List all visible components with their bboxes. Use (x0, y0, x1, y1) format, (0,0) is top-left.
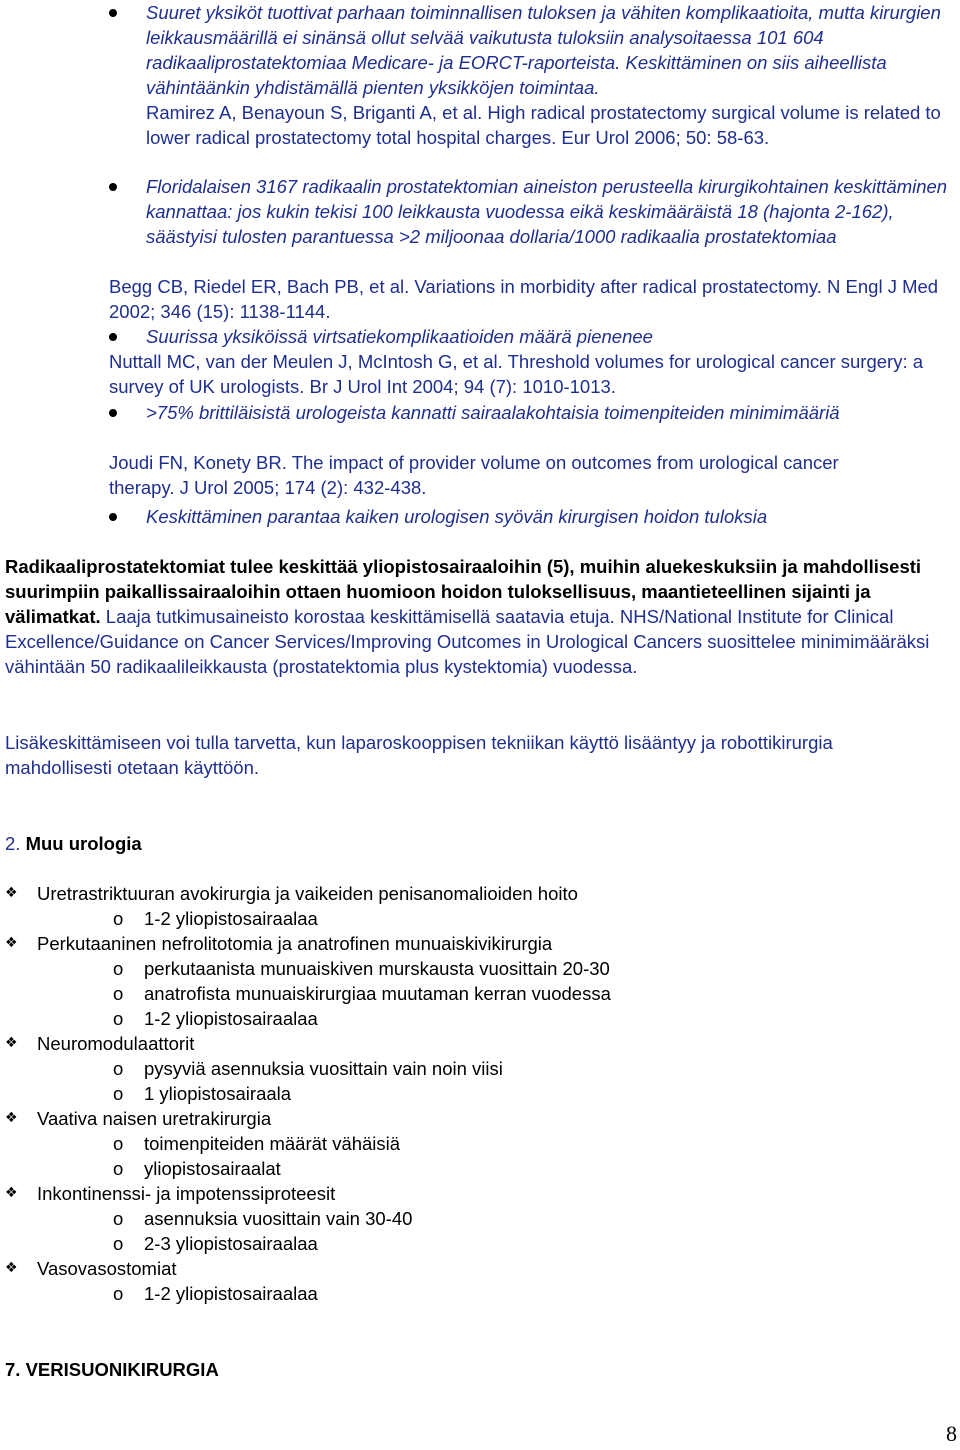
circle-bullet-icon: o (113, 908, 124, 929)
sub-list-item-text: yliopistosairaalat (144, 1158, 281, 1179)
bullet-3 (109, 324, 949, 349)
bullet-claim: Keskittäminen parantaa kaiken urologisen syövän kirurgisen hoidon tuloksia (146, 506, 768, 527)
circle-bullet-icon: o (113, 1158, 124, 1179)
circle-bullet-icon: o (113, 1233, 124, 1254)
list-item (5, 1106, 905, 1131)
list-item-label: Perkutaaninen nefrolitotomia ja anatrofinen munuaiskivikirurgia (37, 933, 553, 954)
diamond-bullet-icon: ❖ (5, 1035, 18, 1051)
additional-centralization-paragraph: Lisäkeskittämiseen voi tulla tarvetta, kun laparoskooppisen tekniikan käyttö lisääntyy ja robottikirurgia mahdollisesti otetaan käyttöön. (5, 732, 833, 778)
bullet-dot-icon (109, 513, 117, 521)
list-item (5, 1256, 905, 1281)
bullet-claim: Suurissa yksiköissä virtsatiekomplikaatioiden määrä pienenee (146, 326, 653, 347)
sub-list-item-text: 1 yliopistosairaala (144, 1083, 292, 1104)
recommendation-bold-text: Radikaaliprostatektomiat tulee keskittää yliopistosairaaloihin (5), muihin aluekeskuksiin ja mahdollisesti suurimpiin paikallissairaaloihin ottaen huomioon hoidon tuloksellisuus, maantieteellinen sijainti ja välimatkat. (5, 556, 922, 627)
sub-list-item-text: asennuksia vuosittain vain 30-40 (144, 1208, 413, 1229)
bullet-dot-icon (109, 9, 117, 17)
bullet-reference: Joudi FN, Konety BR. The impact of provider volume on outcomes from urological cancer therapy. J Urol 2005; 174 (2): 432-438. (109, 452, 839, 498)
diamond-bullet-icon: ❖ (5, 1185, 18, 1201)
diamond-bullet-icon: ❖ (5, 1260, 18, 1276)
circle-bullet-icon: o (113, 1133, 124, 1154)
list-item (5, 881, 905, 906)
section-7-heading: 7. VERISUONIKIRURGIA (5, 1359, 219, 1380)
bullet-reference: Ramirez A, Benayoun S, Briganti A, et al. High radical prostatectomy surgical volume is related to lower radical prostatectomy total hospital charges. Eur Urol 2006; 50: 58-63. (146, 102, 941, 148)
sub-list-item (113, 1206, 913, 1231)
sub-list-item (113, 1281, 913, 1306)
section-title: Muu urologia (25, 833, 142, 854)
list-item-label: Vaativa naisen uretrakirurgia (37, 1108, 272, 1129)
sub-list-item (113, 1081, 913, 1106)
section-heading (5, 831, 142, 856)
section-number: 2. (5, 833, 21, 854)
bullet-4-reference (109, 450, 949, 500)
list-item (5, 1181, 905, 1206)
bullet-5 (109, 504, 949, 529)
bullet-reference: Nuttall MC, van der Meulen J, McIntosh G, et al. Threshold volumes for urological cancer surgery: a survey of UK urologists. Br J Urol Int 2004; 94 (7): 1010-1013. (109, 351, 924, 397)
sub-list-item (113, 1156, 913, 1181)
sub-list-item (113, 1131, 913, 1156)
sub-list-item (113, 1006, 913, 1031)
sub-list-item (113, 1056, 913, 1081)
list-item (5, 931, 905, 956)
sub-list-item-text: toimenpiteiden määrät vähäisiä (144, 1133, 401, 1154)
diamond-bullet-icon: ❖ (5, 1110, 18, 1126)
sub-list-item-text: perkutaanista munuaiskiven murskausta vuosittain 20-30 (144, 958, 610, 979)
bullet-claim: >75% brittiläisistä urologeista kannatti sairaalakohtaisia toimenpiteiden minimimääriä (146, 402, 840, 423)
bullet-4 (109, 400, 949, 425)
circle-bullet-icon: o (113, 1058, 124, 1079)
bullet-3-reference (109, 349, 949, 399)
bullet-dot-icon (109, 183, 117, 191)
recommendation-rest-text: Laaja tutkimusaineisto korostaa keskittämisellä saatavia etuja. NHS/National Institute for Clinical Excellence/Guidance on Cancer Services/Improving Outcomes in Urological Cancers suosittelee minimimääräksi vähintään 50 radikaalileikkausta (prostatektomia plus kystektomia) vuodessa. (5, 606, 930, 677)
sub-list-item (113, 981, 913, 1006)
sub-list-item-text: 1-2 yliopistosairaalaa (144, 1008, 318, 1029)
list-item-label: Uretrastriktuuran avokirurgia ja vaikeiden penisanomalioiden hoito (37, 883, 578, 904)
circle-bullet-icon: o (113, 958, 124, 979)
list-item-label: Neuromodulaattorit (37, 1033, 195, 1054)
bullet-2 (109, 174, 949, 249)
circle-bullet-icon: o (113, 983, 124, 1004)
recommendation-paragraph (5, 554, 950, 679)
sub-list-item-text: 1-2 yliopistosairaalaa (144, 908, 318, 929)
bullet-claim: Floridalaisen 3167 radikaalin prostatektomian aineiston perusteella kirurgikohtainen keskittäminen kannattaa: jos kukin tekisi 100 leikkausta vuodessa eikä keskimääräistä 18 (hajonta 2-162), säästyisi tulosten parantuessa >2 miljoonaa dollaria/1000 radikaalia prostatektomiaa (146, 176, 948, 247)
circle-bullet-icon: o (113, 1083, 124, 1104)
circle-bullet-icon: o (113, 1008, 124, 1029)
bullet-reference: Begg CB, Riedel ER, Bach PB, et al. Variations in morbidity after radical prostatectomy. N Engl J Med 2002; 346 (15): 1138-1144. (109, 276, 939, 322)
list-item-label: Inkontinenssi- ja impotenssiproteesit (37, 1183, 336, 1204)
bullet-claim: Suuret yksiköt tuottivat parhaan toiminnallisen tuloksen ja vähiten komplikaatioita, mutta kirurgien leikkausmäärillä ei sinänsä ollut selvää vaikutusta tuloksiin analysoitaessa 101 604 radikaaliprostatektomiaa Medicare- ja EORCT-raporteista. Keskittäminen on siis aiheellista vähintäänkin yhdistämällä pienten yksikköjen toimintaa. (146, 2, 941, 98)
bullet-1 (109, 0, 949, 150)
sub-list-item-text: 2-3 yliopistosairaalaa (144, 1233, 318, 1254)
sub-list-item (113, 1231, 913, 1256)
bullet-dot-icon (109, 333, 117, 341)
list-item (5, 1031, 905, 1056)
sub-list-item-text: pysyviä asennuksia vuosittain vain noin viisi (144, 1058, 503, 1079)
bullet-2-reference (109, 274, 949, 324)
sub-list-item-text: 1-2 yliopistosairaalaa (144, 1283, 318, 1304)
diamond-bullet-icon: ❖ (5, 935, 18, 951)
sub-list-item (113, 906, 913, 931)
circle-bullet-icon: o (113, 1283, 124, 1304)
diamond-bullet-icon: ❖ (5, 885, 18, 901)
circle-bullet-icon: o (113, 1208, 124, 1229)
sub-list-item-text: anatrofista munuaiskirurgiaa muutaman kerran vuodessa (144, 983, 611, 1004)
page-number: 8 (946, 1421, 957, 1446)
list-item-label: Vasovasostomiat (37, 1258, 177, 1279)
bullet-dot-icon (109, 409, 117, 417)
sub-list-item (113, 956, 913, 981)
